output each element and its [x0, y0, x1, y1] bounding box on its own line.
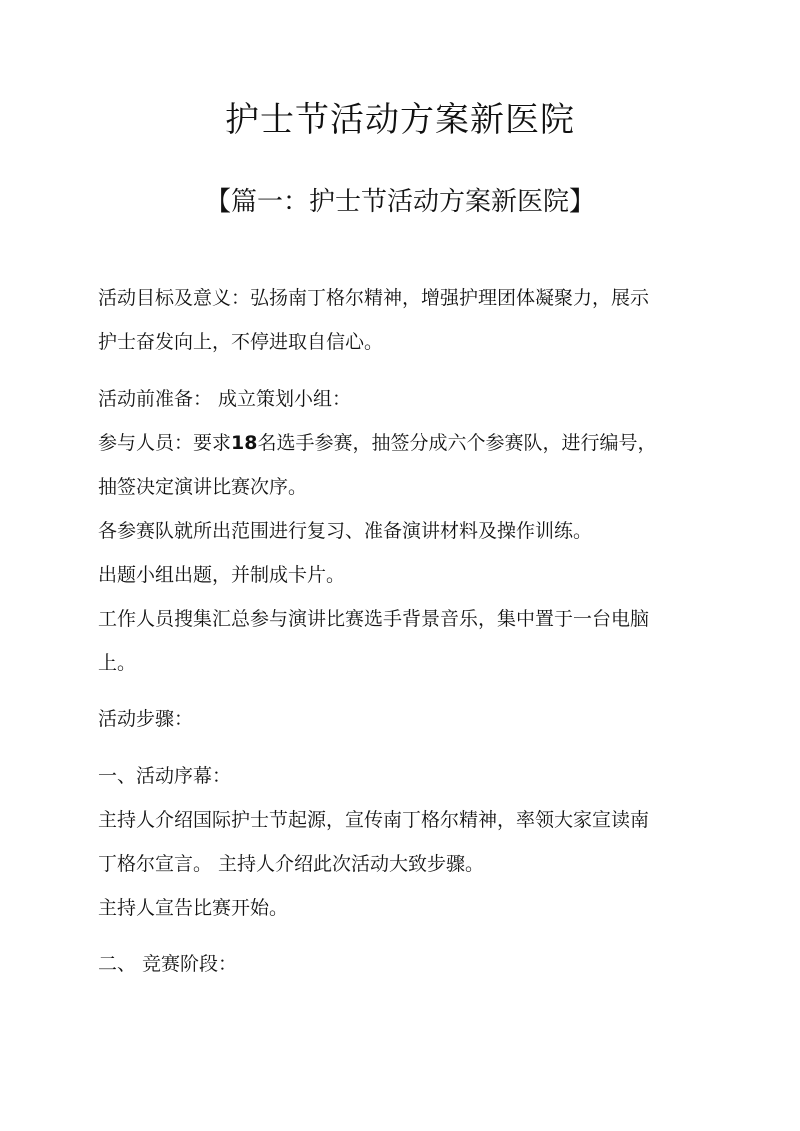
prep-heading: 活动前准备： 成立策划小组：: [98, 388, 352, 410]
steps-heading: 活动步骤：: [98, 708, 194, 730]
host-line-2: 丁格尔宣言。 主持人介绍此次活动大致步骤。: [98, 853, 485, 875]
participants-line-1: 参与人员：要求18名选手参赛，抽签分成六个参赛队，进行编号，: [98, 432, 657, 454]
section-one-heading: 一、活动序幕：: [98, 765, 232, 787]
staff-line-1: 工作人员搜集汇总参与演讲比赛选手背景音乐，集中置于一台电脑: [98, 608, 650, 630]
participants-line-2: 抽签决定演讲比赛次序。: [98, 476, 308, 498]
document-subtitle: 【篇一：护士节活动方案新医院】: [204, 187, 595, 217]
host-line-1: 主持人介绍国际护士节起源，宣传南丁格尔精神，率领大家宣读南: [98, 809, 650, 831]
questions-line: 出题小组出题，并制成卡片。: [98, 564, 346, 586]
section-two-heading: 二、 竞赛阶段：: [98, 953, 238, 975]
document-title: 护士节活动方案新医院: [225, 100, 575, 140]
staff-line-2: 上。: [98, 652, 137, 674]
host-line-3: 主持人宣告比赛开始。: [98, 897, 289, 919]
teams-line: 各参赛队就所出范围进行复习、准备演讲材料及操作训练。: [98, 520, 593, 542]
goal-line-2: 护士奋发向上，不停进取自信心。: [98, 331, 384, 353]
goal-line-1: 活动目标及意义：弘扬南丁格尔精神，增强护理团体凝聚力，展示: [98, 287, 650, 309]
